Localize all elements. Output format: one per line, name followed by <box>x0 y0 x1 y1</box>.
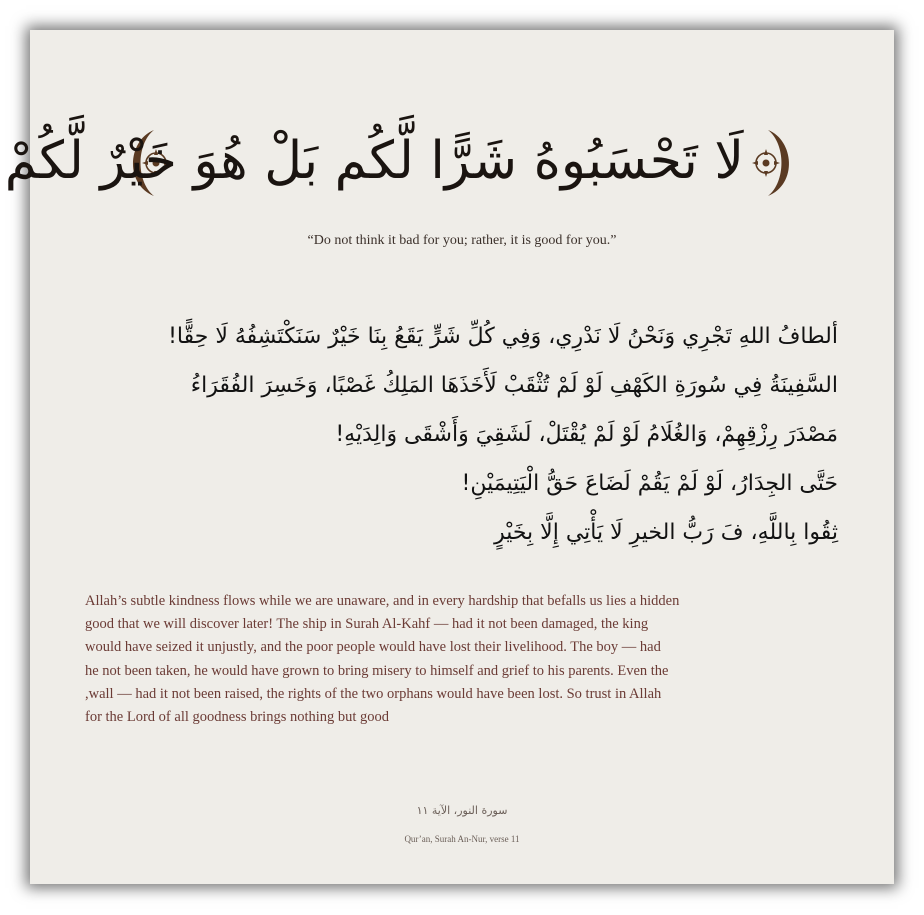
title-translation: “Do not think it bad for you; rather, it is good for you.” <box>307 233 617 248</box>
english-line: for the Lord of all goodness brings nothing but good <box>85 709 390 726</box>
english-verse-reference: Qur’an, Surah An-Nur, verse 11 <box>404 834 520 844</box>
page-card <box>4 30 894 884</box>
english-line: he not been taken, he would have grown to bring misery to himself and grief to his parents. Even the <box>85 662 669 679</box>
title-row <box>4 122 894 202</box>
english-line: would have seized it unjustly, and the poor people would have lost their livelihood. The boy — had <box>85 639 661 656</box>
arabic-line: ثِقُوا بِاللَّهِ، فَ رَبُّ الخيرِ لَا يَأْتِي إِلَّا بِخَيْرٍ <box>494 520 838 545</box>
english-line: ,wall — had it not been raised, the rights of the two orphans would have been lost. So trust in Allah <box>85 685 662 702</box>
arabic-line: السَّفِينَةُ فِي سُورَةِ الكَهْفِ لَوْ لَمْ تُثْقَبْ لَأَخَذَهَا المَلِكُ غَصْبًا، وَخَسِرَ الفُقَرَاءُ <box>190 373 838 398</box>
english-line: Allah’s subtle kindness flows while we are unaware, and in every hardship that befalls us lies a hidden <box>85 593 680 609</box>
arabic-title: لَا تَحْسَبُوهُ شَرًّا لَّكُم بَلْ هُوَ خَيْرٌ لَّكُمْ <box>4 131 744 191</box>
english-line: good that we will discover later! The ship in Surah Al-Kahf — had it not been damaged, the king <box>85 616 649 633</box>
arabic-line: مَصْدَرَ رِزْقِهِمْ، وَالغُلَامُ لَوْ لَمْ يُقْتَلْ، لَشَقِيَ وَأَشْقَى وَالِدَيْهِ! <box>335 422 838 447</box>
arabic-line: ألطافُ اللهِ تَجْرِي وَنَحْنُ لَا نَدْرِي، وَفِي كُلِّ شَرٍّ يَقَعُ بِنَا خَيْرٌ سَنَكْتَشِفُهُ لَا حِقًّا! <box>168 324 838 349</box>
right-ornament-icon <box>748 122 808 202</box>
arabic-line: حَتَّى الجِدَارُ، لَوْ لَمْ يَقُمْ لَضَاعَ حَقُّ الْيَتِيمَيْنِ! <box>461 471 838 496</box>
arabic-verse-reference: سورة النور، الآية ١١ <box>416 804 508 817</box>
english-translation-paragraph <box>85 590 805 729</box>
arabic-poem <box>130 312 838 557</box>
